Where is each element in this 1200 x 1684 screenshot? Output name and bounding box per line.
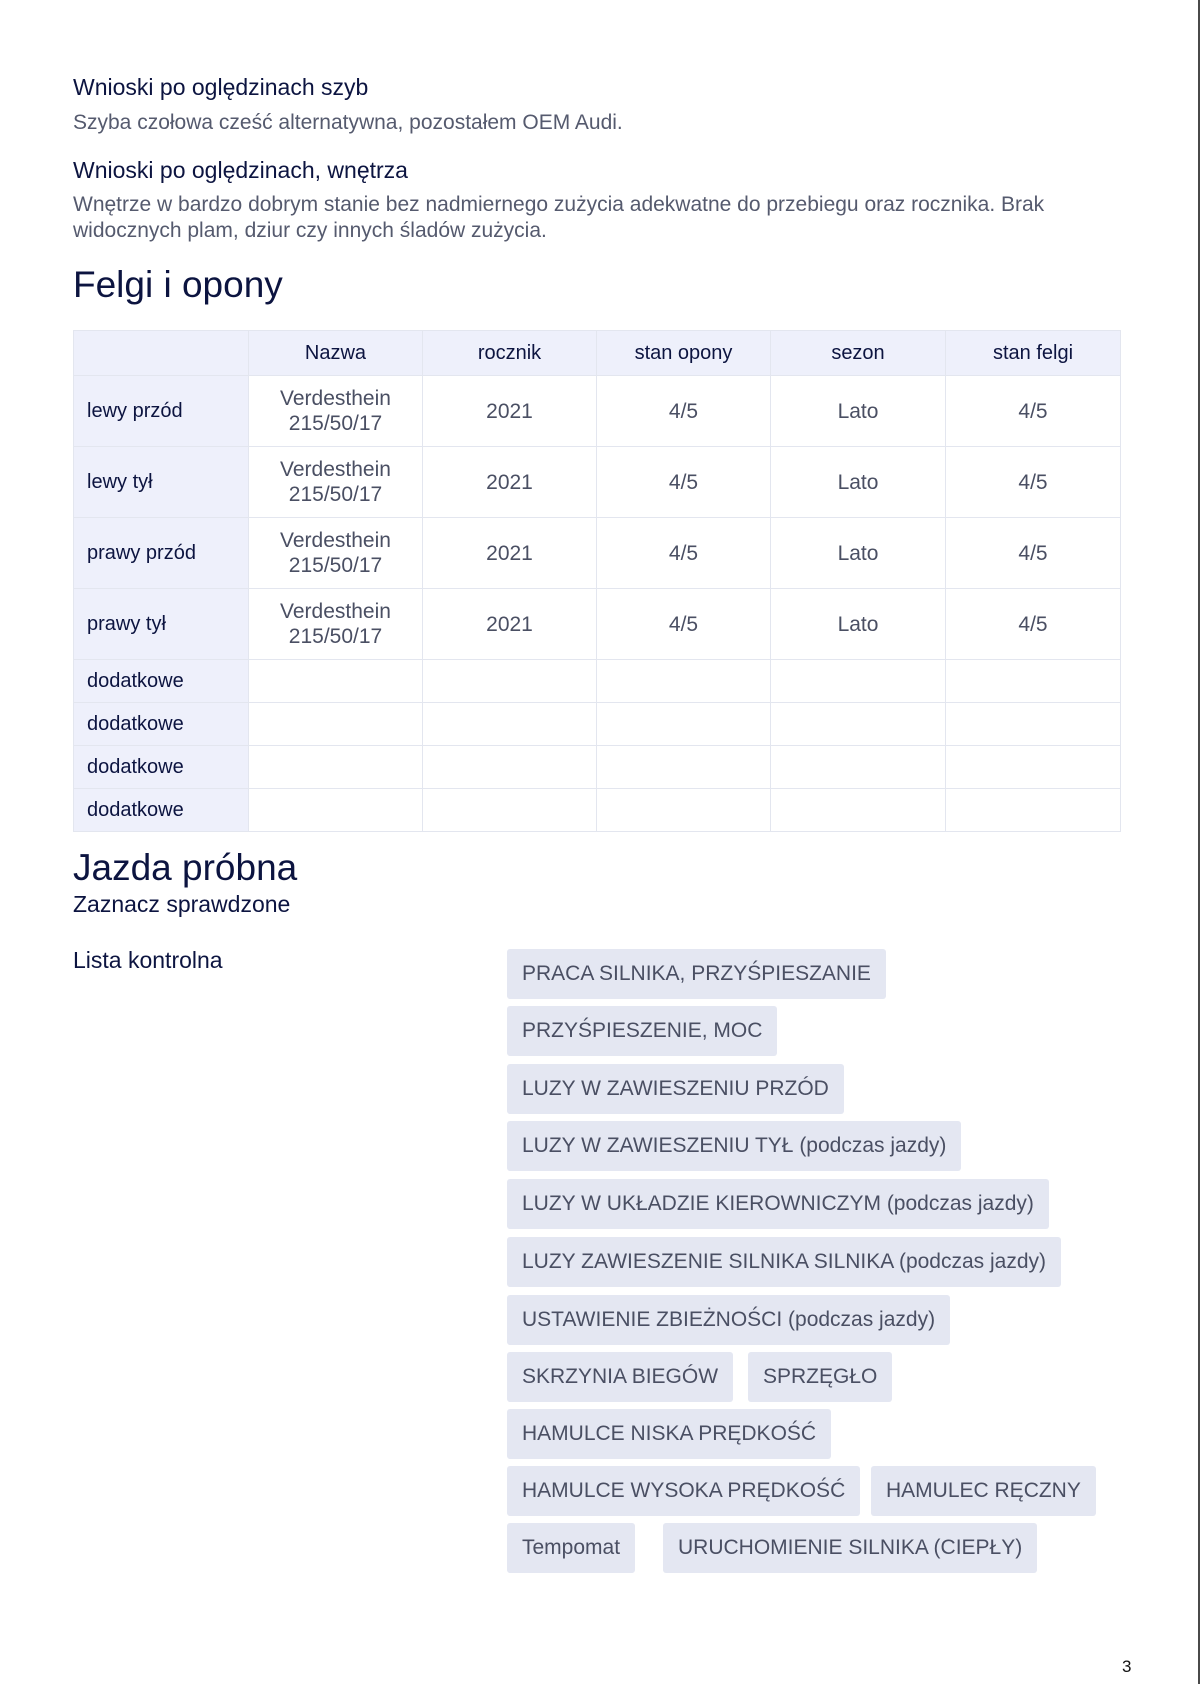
table-row-extra [74, 746, 1121, 789]
checklist-item[interactable]: Tempomat [507, 1523, 635, 1573]
empty-cell [249, 746, 423, 789]
checklist-item[interactable]: LUZY W ZAWIESZENIU TYŁ (podczas jazdy) [507, 1121, 961, 1171]
tire-season: Lato [771, 518, 946, 589]
tire-name: Verdesthein 215/50/17 [249, 447, 423, 518]
tire-year: 2021 [423, 447, 597, 518]
table-row [74, 518, 1121, 589]
table-row [74, 376, 1121, 447]
row-position: lewy tył [74, 447, 249, 518]
checklist-item[interactable]: PRZYŚPIESZENIE, MOC [507, 1006, 777, 1056]
row-position: prawy przód [74, 518, 249, 589]
tire-condition: 4/5 [597, 447, 771, 518]
table-row-extra [74, 660, 1121, 703]
checklist-item[interactable]: HAMULCE WYSOKA PRĘDKOŚĆ [507, 1466, 860, 1516]
row-position: dodatkowe [74, 746, 249, 789]
checklist-item[interactable]: SKRZYNIA BIEGÓW [507, 1352, 733, 1402]
empty-cell [597, 660, 771, 703]
empty-cell [946, 789, 1121, 832]
tire-name: Verdesthein 215/50/17 [249, 518, 423, 589]
empty-cell [423, 660, 597, 703]
table-row [74, 447, 1121, 518]
column-header-rim-condition: stan felgi [946, 331, 1121, 376]
empty-cell [771, 703, 946, 746]
empty-cell [771, 746, 946, 789]
rim-condition: 4/5 [946, 376, 1121, 447]
rim-condition: 4/5 [946, 518, 1121, 589]
checklist-item[interactable]: LUZY W UKŁADZIE KIEROWNICZYM (podczas jazdy) [507, 1179, 1049, 1229]
row-position: dodatkowe [74, 660, 249, 703]
empty-cell [249, 789, 423, 832]
tire-year: 2021 [423, 376, 597, 447]
interior-conclusions-label: Wnioski po oględzinach, wnętrza [73, 157, 408, 183]
checklist-item[interactable]: SPRZĘGŁO [748, 1352, 892, 1402]
test-drive-title: Jazda próbna [73, 847, 298, 888]
empty-cell [946, 703, 1121, 746]
empty-cell [423, 746, 597, 789]
checklist-item[interactable]: LUZY W ZAWIESZENIU PRZÓD [507, 1064, 844, 1114]
empty-cell [946, 746, 1121, 789]
checklist-item[interactable]: URUCHOMIENIE SILNIKA (CIEPŁY) [663, 1523, 1037, 1573]
empty-cell [423, 703, 597, 746]
windows-conclusions-text: Szyba czołowa cześć alternatywna, pozostałem OEM Audi. [73, 111, 623, 134]
tire-condition: 4/5 [597, 589, 771, 660]
empty-cell [597, 703, 771, 746]
row-position: dodatkowe [74, 789, 249, 832]
checklist-item[interactable]: PRACA SILNIKA, PRZYŚPIESZANIE [507, 949, 886, 999]
empty-cell [597, 789, 771, 832]
column-header-name: Nazwa [249, 331, 423, 376]
tires-table [73, 330, 1121, 832]
rim-condition: 4/5 [946, 589, 1121, 660]
tire-name: Verdesthein 215/50/17 [249, 589, 423, 660]
tire-year: 2021 [423, 589, 597, 660]
empty-cell [249, 660, 423, 703]
interior-conclusions-text: Wnętrze w bardzo dobrym stanie bez nadmiernego zużycia adekwatne do przebiegu oraz rocznika. Brak widocznych plam, dziur czy innych śladów zużycia. [73, 193, 1045, 242]
checklist-item[interactable]: HAMULCE NISKA PRĘDKOŚĆ [507, 1409, 831, 1459]
test-drive-subtitle: Zaznacz sprawdzone [73, 891, 291, 917]
tire-condition: 4/5 [597, 518, 771, 589]
tire-season: Lato [771, 376, 946, 447]
column-header-season: sezon [771, 331, 946, 376]
tire-condition: 4/5 [597, 376, 771, 447]
checklist-item[interactable]: USTAWIENIE ZBIEŻNOŚCI (podczas jazdy) [507, 1295, 950, 1345]
page-number: 3 [1122, 1657, 1132, 1676]
empty-cell [249, 703, 423, 746]
tire-name: Verdesthein 215/50/17 [249, 376, 423, 447]
empty-cell [423, 789, 597, 832]
empty-cell [946, 660, 1121, 703]
empty-cell [771, 789, 946, 832]
column-header [74, 331, 249, 376]
row-position: dodatkowe [74, 703, 249, 746]
tire-season: Lato [771, 447, 946, 518]
checklist-label: Lista kontrolna [73, 947, 223, 973]
rim-condition: 4/5 [946, 447, 1121, 518]
row-position: prawy tył [74, 589, 249, 660]
row-position: lewy przód [74, 376, 249, 447]
column-header-tire-condition: stan opony [597, 331, 771, 376]
windows-conclusions-label: Wnioski po oględzinach szyb [73, 74, 369, 100]
table-header-row [74, 331, 1121, 376]
table-row-extra [74, 703, 1121, 746]
tires-section-title: Felgi i opony [73, 264, 283, 305]
empty-cell [597, 746, 771, 789]
table-row-extra [74, 789, 1121, 832]
table-row [74, 589, 1121, 660]
column-header-year: rocznik [423, 331, 597, 376]
tire-year: 2021 [423, 518, 597, 589]
checklist-item[interactable]: HAMULEC RĘCZNY [871, 1466, 1096, 1516]
empty-cell [771, 660, 946, 703]
tire-season: Lato [771, 589, 946, 660]
checklist-item[interactable]: LUZY ZAWIESZENIE SILNIKA SILNIKA (podczas jazdy) [507, 1237, 1061, 1287]
